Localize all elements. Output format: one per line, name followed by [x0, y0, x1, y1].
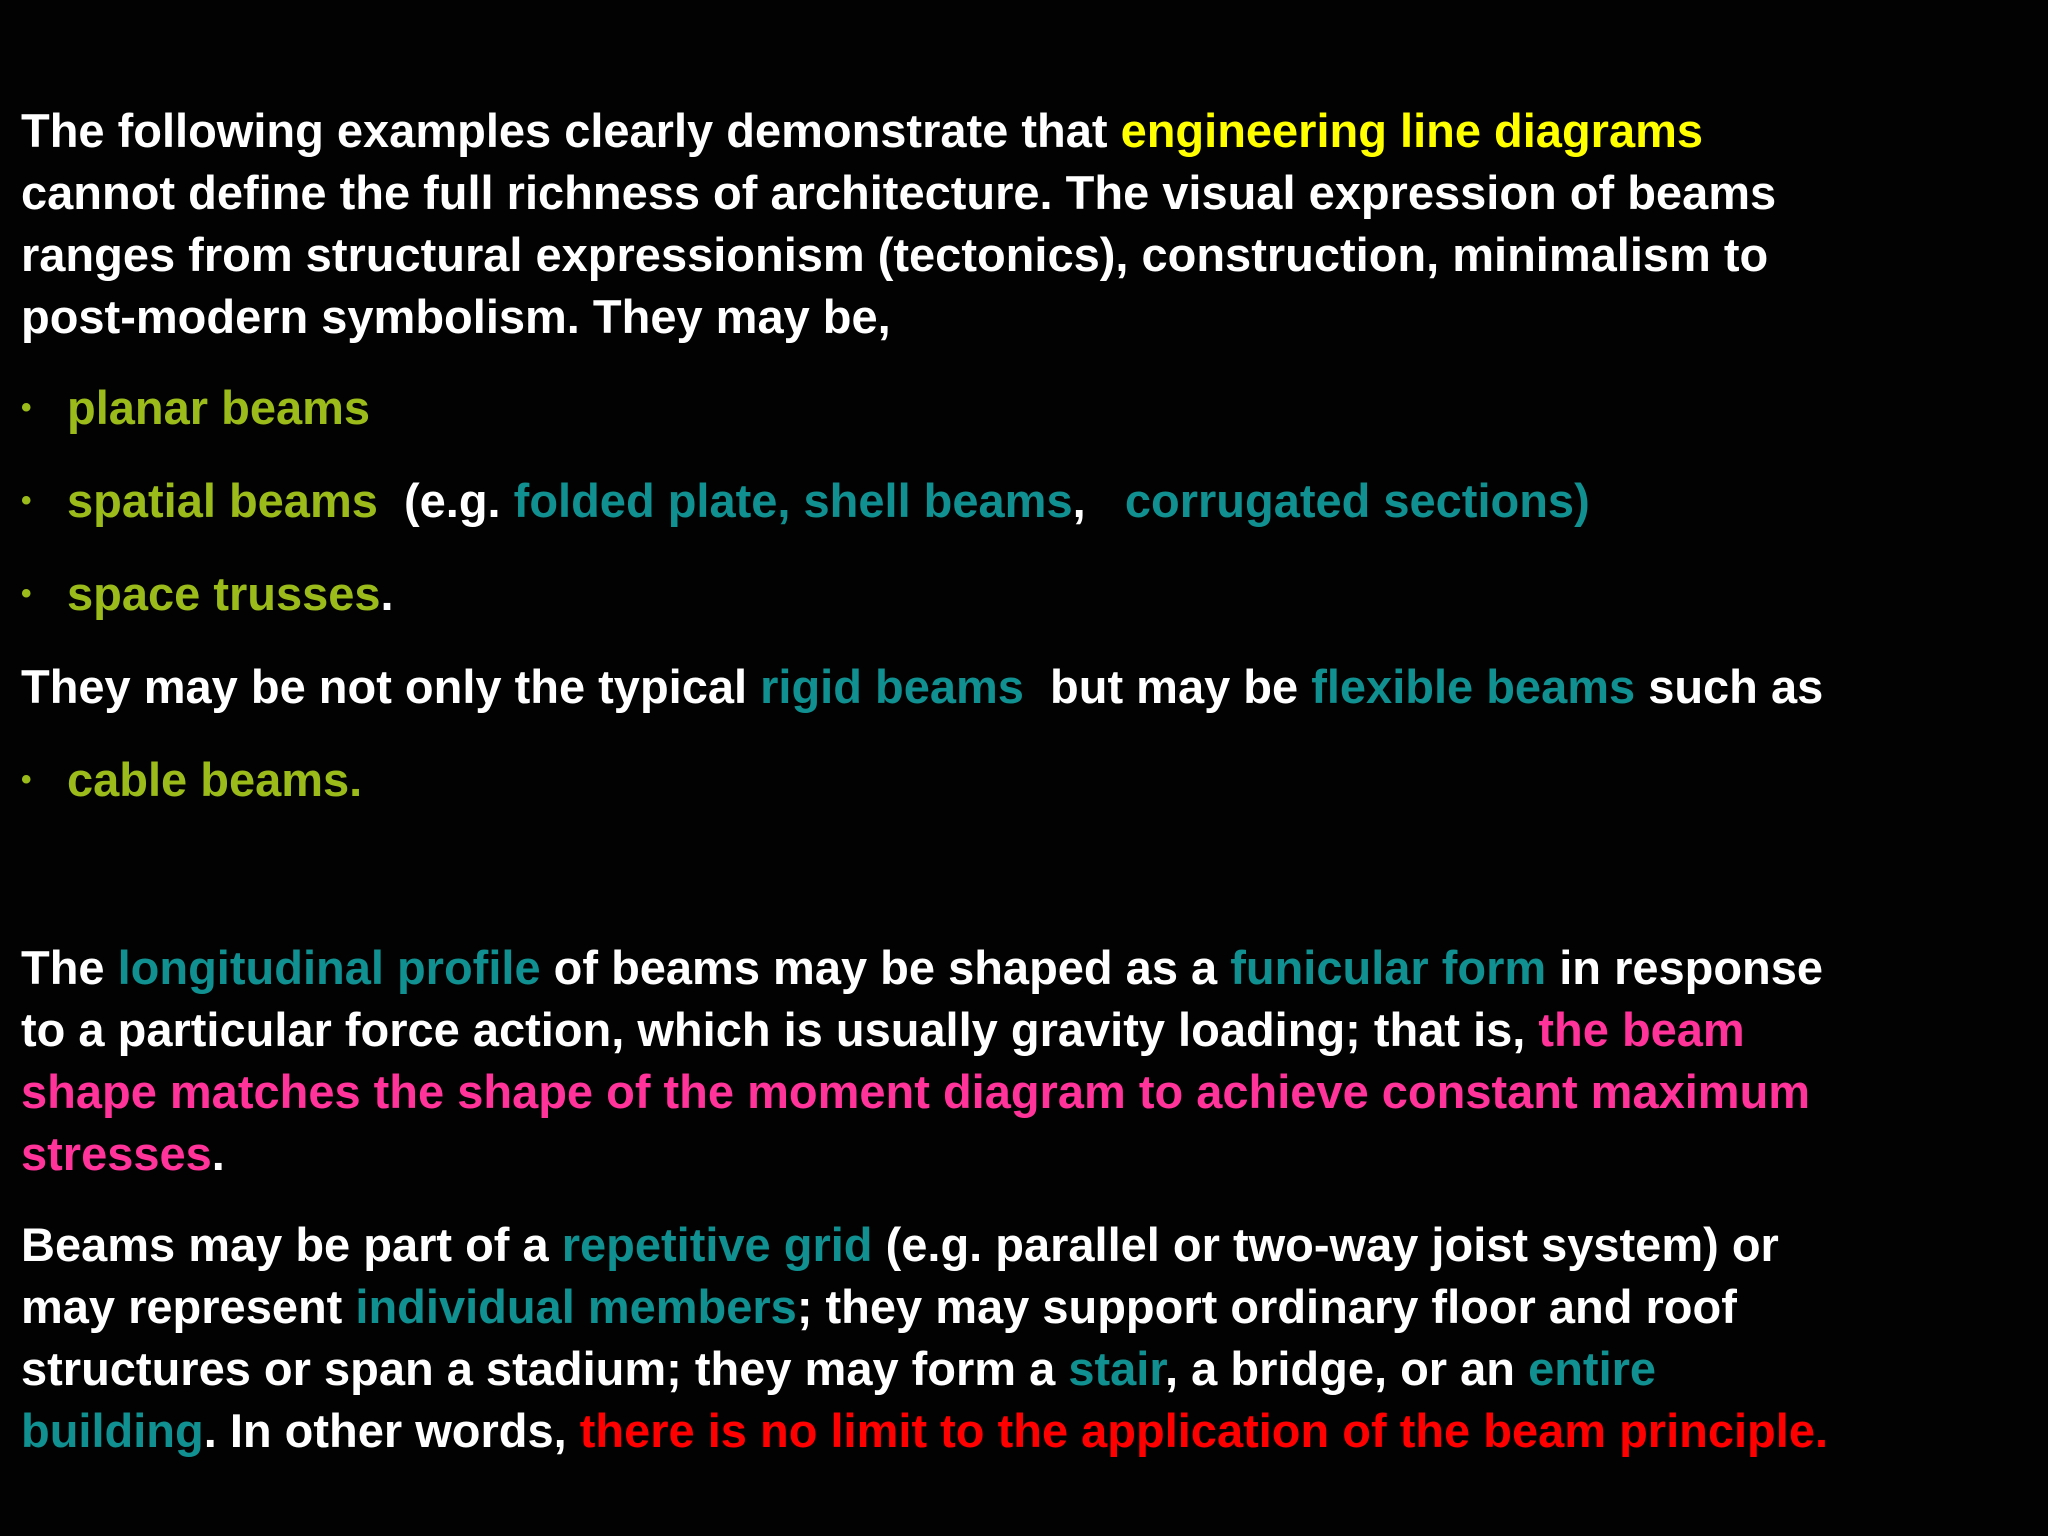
text-run: to a particular force action, which is usually gravity loading; that is,	[21, 1003, 1539, 1056]
text-run: Beams may be part of a	[21, 1218, 562, 1271]
bullet-icon: •	[21, 763, 32, 796]
bullet-spatial-beams	[21, 470, 1590, 532]
text-run: of beams may be shaped as a	[540, 941, 1231, 994]
text-run: They may be not only the typical	[21, 660, 761, 713]
highlight-engineering-line-diagrams: engineering line diagrams	[1120, 104, 1704, 157]
rigid-flexible-line	[21, 656, 2031, 718]
application-line-1	[21, 1214, 2031, 1276]
emphasis-no-limit: there is no limit to the application of the beam principle.	[579, 1404, 1829, 1457]
bullet-text: cable beams.	[67, 753, 363, 806]
term-flexible-beams: flexible beams	[1311, 660, 1636, 713]
text-run: but may be	[1023, 660, 1312, 713]
term-folded-shell: folded plate, shell beams	[513, 474, 1073, 527]
text-run: . In other words,	[203, 1404, 580, 1457]
longitudinal-line-4	[21, 1123, 2031, 1185]
application-line-2	[21, 1276, 2031, 1338]
text-run: structures or span a stadium; they may form a	[21, 1342, 1069, 1395]
text-run: ,	[1072, 474, 1125, 527]
bullet-icon: •	[21, 577, 32, 610]
longitudinal-line-3: shape matches the shape of the moment diagram to achieve constant maximum	[21, 1065, 1811, 1118]
term-corrugated: corrugated sections)	[1124, 474, 1590, 527]
intro-line-4: post-modern symbolism. They may be,	[21, 290, 891, 343]
longitudinal-line-1	[21, 937, 2031, 999]
term-longitudinal-profile: longitudinal profile	[117, 941, 541, 994]
term-funicular-form: funicular form	[1230, 941, 1547, 994]
text-run: The following examples clearly demonstrate that	[21, 104, 1121, 157]
text-run: ; they may support ordinary floor and roof	[796, 1280, 1737, 1333]
intro-paragraph	[21, 100, 2031, 348]
text-run: may represent	[21, 1280, 356, 1333]
term-entire: entire	[1528, 1342, 1657, 1395]
text-run: .	[380, 567, 394, 620]
bullet-text: spatial beams	[67, 474, 378, 527]
longitudinal-line-2	[21, 999, 2031, 1061]
term-individual-members: individual members	[355, 1280, 797, 1333]
term-stair: stair	[1068, 1342, 1166, 1395]
application-line-3	[21, 1338, 2031, 1400]
term-building: building	[21, 1404, 204, 1457]
intro-line-3: ranges from structural expressionism (tectonics), construction, minimalism to	[21, 228, 1769, 281]
bullet-text: planar beams	[67, 381, 371, 434]
longitudinal-paragraph	[21, 937, 2031, 1185]
bullet-planar-beams	[21, 377, 370, 439]
bullet-icon: •	[21, 484, 32, 517]
intro-line-1	[21, 100, 2031, 162]
bullet-text: space trusses	[67, 567, 381, 620]
emphasis-beam-shape: the beam	[1538, 1003, 1745, 1056]
text-run: (e.g.	[377, 474, 514, 527]
bullet-cable-beams	[21, 749, 362, 811]
emphasis-stresses: stresses	[21, 1127, 212, 1180]
text-run: .	[211, 1127, 225, 1180]
bullet-space-trusses	[21, 563, 394, 625]
text-run: , a bridge, or an	[1165, 1342, 1529, 1395]
rigid-flexible-paragraph	[21, 656, 2031, 718]
term-repetitive-grid: repetitive grid	[561, 1218, 873, 1271]
term-rigid-beams: rigid beams	[760, 660, 1024, 713]
intro-line-2: cannot define the full richness of architecture. The visual expression of beams	[21, 166, 1777, 219]
application-paragraph	[21, 1214, 2031, 1462]
text-run: The	[21, 941, 118, 994]
application-line-4	[21, 1400, 2031, 1462]
bullet-icon: •	[21, 391, 32, 424]
text-run: in response	[1546, 941, 1824, 994]
text-run: (e.g. parallel or two-way joist system) or	[872, 1218, 1779, 1271]
text-run: such as	[1635, 660, 1824, 713]
